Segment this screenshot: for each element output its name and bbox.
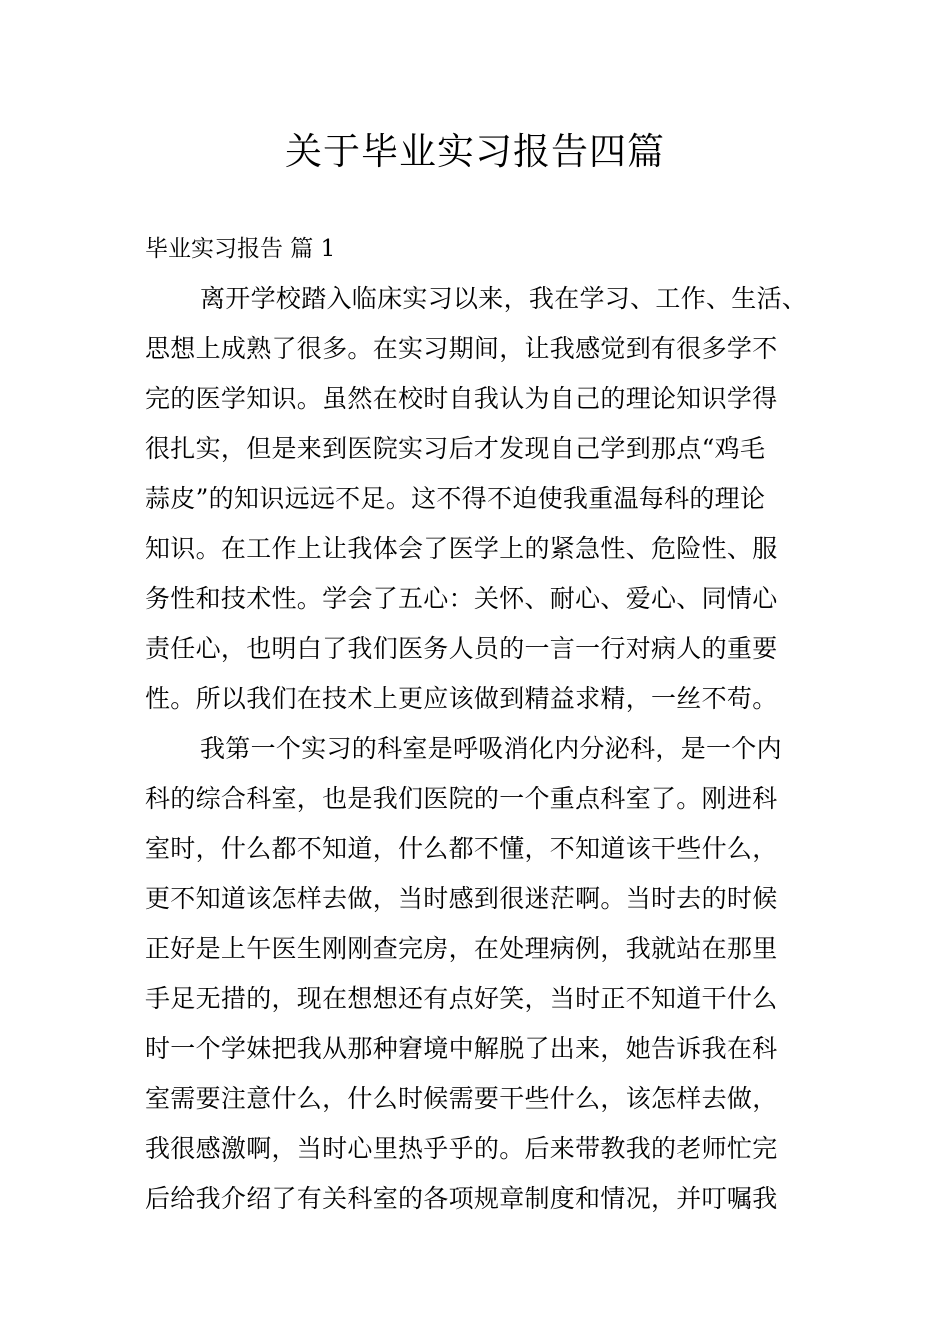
paragraph-line: 完的医学知识。虽然在校时自我认为自己的理论知识学得 <box>145 384 778 413</box>
paragraph-line: 科的综合科室，也是我们医院的一个重点科室了。刚进科 <box>145 784 778 813</box>
paragraph-line: 很扎实，但是来到医院实习后才发现自己学到那点“鸡毛 <box>145 434 766 463</box>
paragraph-line: 责任心，也明白了我们医务人员的一言一行对病人的重要 <box>145 634 778 663</box>
paragraph-line: 务性和技术性。学会了五心：关怀、耐心、爱心、同情心 <box>145 584 778 613</box>
paragraph-line: 离开学校踏入临床实习以来，我在学习、工作、生活、 <box>200 284 808 313</box>
paragraph-line: 手足无措的，现在想想还有点好笑，当时正不知道干什么 <box>145 984 778 1013</box>
paragraph-line: 我很感激啊，当时心里热乎乎的。后来带教我的老师忙完 <box>145 1134 778 1163</box>
paragraph-line: 性。所以我们在技术上更应该做到精益求精，一丝不苟。 <box>145 684 778 713</box>
paragraph-line: 蒜皮”的知识远远不足。这不得不迫使我重温每科的理论 <box>145 484 766 513</box>
page-title: 关于毕业实习报告四篇 <box>285 130 665 173</box>
paragraph-line: 室需要注意什么，什么时候需要干些什么，该怎样去做， <box>145 1084 778 1113</box>
paragraph-line: 室时，什么都不知道，什么都不懂，不知道该干些什么， <box>145 834 778 863</box>
paragraph-line: 我第一个实习的科室是呼吸消化内分泌科，是一个内 <box>200 734 782 763</box>
paragraph-line: 后给我介绍了有关科室的各项规章制度和情况，并叮嘱我 <box>145 1184 778 1213</box>
paragraph-line: 更不知道该怎样去做，当时感到很迷茫啊。当时去的时候 <box>145 884 778 913</box>
section-heading: 毕业实习报告 篇 1 <box>145 236 336 262</box>
paragraph-line: 正好是上午医生刚刚查完房，在处理病例，我就站在那里 <box>145 934 778 963</box>
paragraph-line: 知识。在工作上让我体会了医学上的紧急性、危险性、服 <box>145 534 778 563</box>
paragraph-line: 思想上成熟了很多。在实习期间，让我感觉到有很多学不 <box>145 334 778 363</box>
paragraph-line: 时一个学妹把我从那种窘境中解脱了出来，她告诉我在科 <box>145 1034 778 1063</box>
